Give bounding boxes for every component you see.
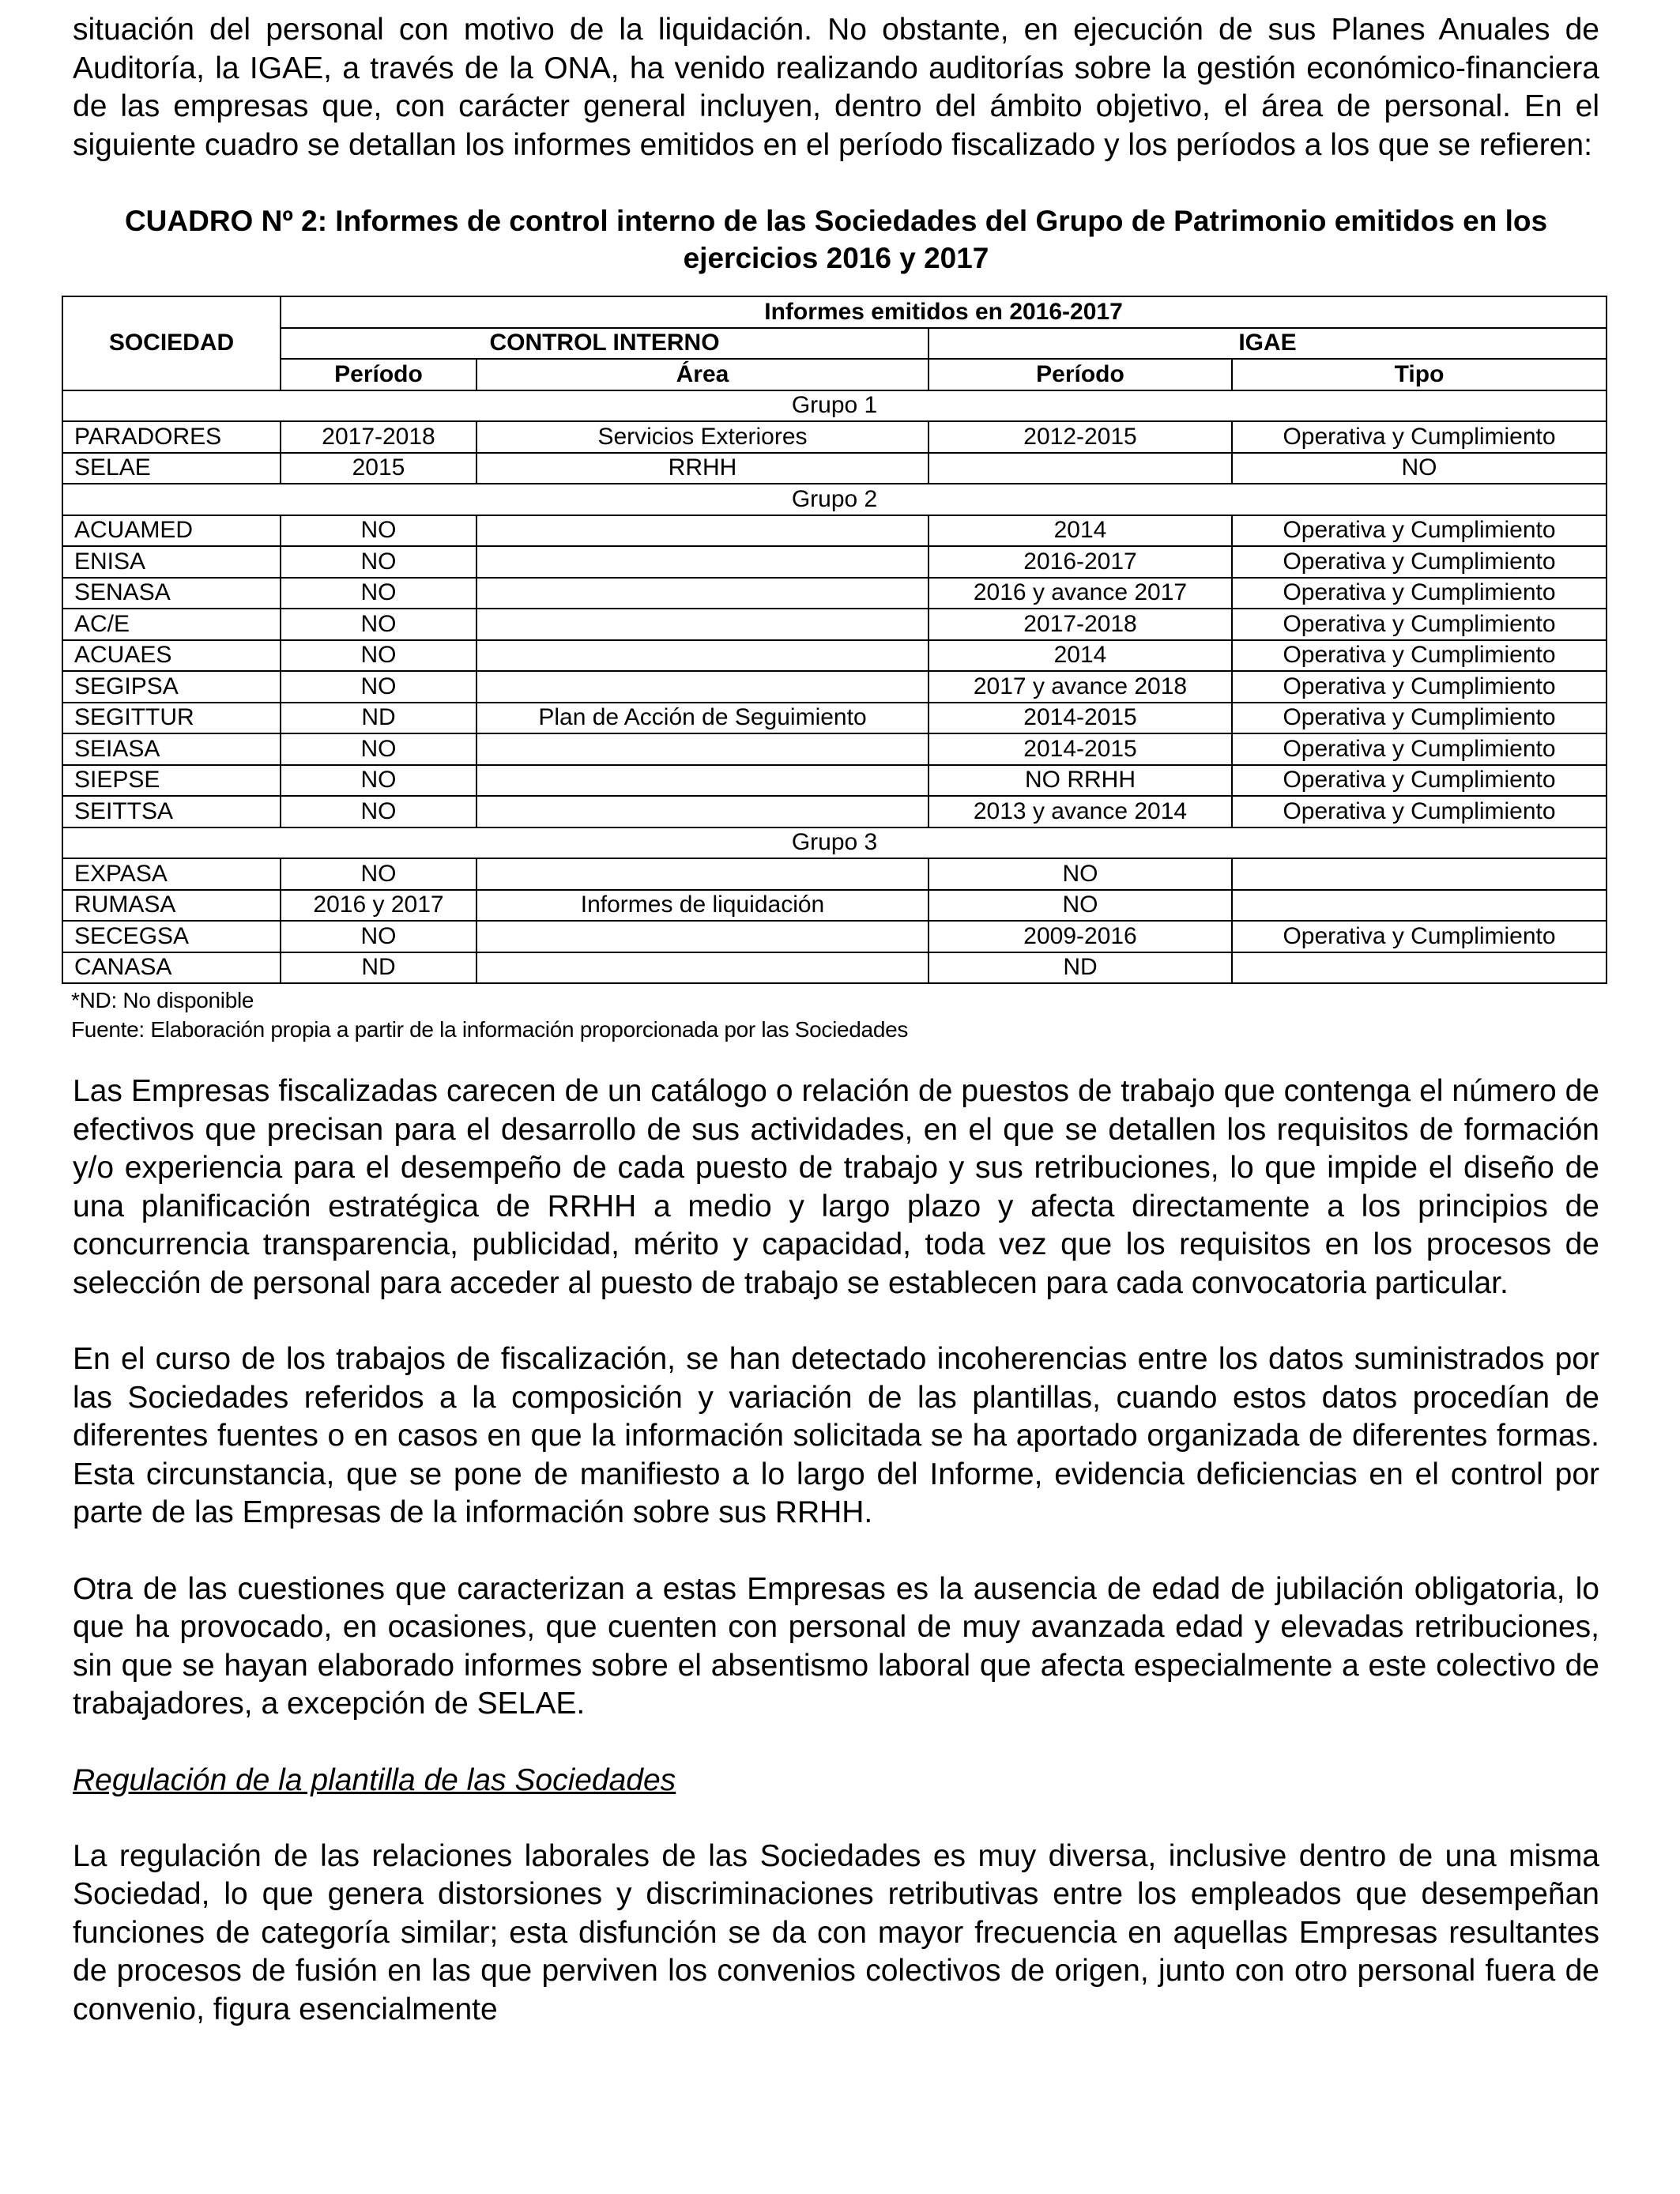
table-row: [62, 858, 1607, 890]
paragraph-jubilacion: Otra de las cuestiones que caracterizan a estas Empresas es la ausencia de edad de jubilación obligatoria, lo que ha provocado, en ocasiones, que cuenten con personal de muy avanzada edad y elevadas retribuciones, sin que se hayan elaborado informes sobre el absentismo laboral que afecta especialmente a este colectivo de trabajadores, a excepción de SELAE.: [73, 1571, 1599, 1721]
cell-periodo-igae: 2017-2018: [929, 609, 1232, 640]
table-row: [62, 796, 1607, 827]
cell-periodo-igae: 2013 y avance 2014: [929, 796, 1232, 827]
cell-periodo-igae: NO RRHH: [929, 765, 1232, 797]
cell-area: [477, 578, 929, 609]
cell-periodo-ci: 2015: [281, 453, 477, 484]
cell-tipo: Operativa y Cumplimiento: [1232, 796, 1607, 827]
cell-area: RRHH: [477, 453, 929, 484]
cell-tipo: Operativa y Cumplimiento: [1232, 546, 1607, 578]
cell-periodo-igae: 2014: [929, 640, 1232, 672]
cell-sociedad: SELAE: [62, 453, 281, 484]
cell-periodo-igae: 2014-2015: [929, 703, 1232, 734]
cell-area: [477, 796, 929, 827]
cell-area: [477, 609, 929, 640]
cell-periodo-ci: 2016 y 2017: [281, 890, 477, 922]
cell-sociedad: SEGIPSA: [62, 671, 281, 703]
cell-periodo-ci: NO: [281, 609, 477, 640]
group-row: [62, 484, 1607, 515]
header-control-interno: CONTROL INTERNO: [281, 328, 929, 360]
group-label: Grupo 2: [62, 484, 1607, 515]
table-row: [62, 609, 1607, 640]
header-area: Área: [477, 359, 929, 390]
cell-area: [477, 640, 929, 672]
table-row: [62, 453, 1607, 484]
table-row: [62, 765, 1607, 797]
cell-tipo: NO: [1232, 453, 1607, 484]
cell-periodo-ci: NO: [281, 671, 477, 703]
intro-paragraph: situación del personal con motivo de la liquidación. No obstante, en ejecución de sus Planes Anuales de Auditoría, la IGAE, a través de la ONA, ha venido realizando auditorías sobre la gestión económico-financiera de las empresas que, con carácter general incluyen, dentro del ámbito objetivo, el área de personal. En el siguiente cuadro se detallan los informes emitidos en el período fiscalizado y los períodos a los que se refieren:: [73, 13, 1599, 162]
cell-sociedad: SENASA: [62, 578, 281, 609]
table-row: [62, 640, 1607, 672]
cell-periodo-ci: NO: [281, 796, 477, 827]
paragraph-regulacion: La regulación de las relaciones laborales de las Sociedades es muy diversa, inclusive dentro de una misma Sociedad, lo que genera distorsiones y discriminaciones retributivas entre los empleados que desempeñan funciones de categoría similar; esta disfunción se da con mayor frecuencia en aquellas Empresas resultantes de procesos de fusión en las que perviven los convenios colectivos de origen, junto con otro personal fuera de convenio, figura esencialmente: [73, 1838, 1599, 2026]
cell-sociedad: CANASA: [62, 952, 281, 984]
cell-tipo: Operativa y Cumplimiento: [1232, 733, 1607, 765]
header-periodo-igae: Período: [929, 359, 1232, 390]
cell-periodo-ci: NO: [281, 515, 477, 547]
header-informes: Informes emitidos en 2016-2017: [281, 296, 1607, 328]
table-row: [62, 671, 1607, 703]
table-row: [62, 952, 1607, 984]
header-igae: IGAE: [929, 328, 1607, 360]
cell-periodo-igae: ND: [929, 952, 1232, 984]
cell-tipo: Operativa y Cumplimiento: [1232, 640, 1607, 672]
cell-tipo: [1232, 858, 1607, 890]
cell-periodo-ci: ND: [281, 952, 477, 984]
cell-sociedad: EXPASA: [62, 858, 281, 890]
cell-tipo: [1232, 890, 1607, 922]
cell-periodo-igae: 2014: [929, 515, 1232, 547]
table-body: [62, 390, 1607, 984]
table-row: [62, 578, 1607, 609]
cell-area: [477, 515, 929, 547]
cell-area: [477, 546, 929, 578]
cell-sociedad: SEIASA: [62, 733, 281, 765]
table-row: [62, 921, 1607, 952]
cell-periodo-igae: 2012-2015: [929, 421, 1232, 453]
cell-tipo: Operativa y Cumplimiento: [1232, 703, 1607, 734]
table-row: [62, 421, 1607, 453]
cell-sociedad: ENISA: [62, 546, 281, 578]
cell-sociedad: SIEPSE: [62, 765, 281, 797]
cell-periodo-ci: NO: [281, 765, 477, 797]
cell-periodo-ci: NO: [281, 546, 477, 578]
group-label: Grupo 3: [62, 827, 1607, 859]
cell-sociedad: RUMASA: [62, 890, 281, 922]
cell-sociedad: PARADORES: [62, 421, 281, 453]
cell-periodo-igae: 2016 y avance 2017: [929, 578, 1232, 609]
cell-periodo-igae: 2014-2015: [929, 733, 1232, 765]
cell-periodo-igae: NO: [929, 890, 1232, 922]
paragraph-incoherencias: En el curso de los trabajos de fiscalización, se han detectado incoherencias entre los datos suministrados por las Sociedades referidos a la composición y variación de las plantillas, cuando estos datos procedían de diferentes fuentes o en casos en que la información solicitada se ha aportado organizada de diferentes formas. Esta circunstancia, que se pone de manifiesto a lo largo del Informe, evidencia deficiencias en el control por parte de las Empresas de la información sobre sus RRHH.: [73, 1342, 1599, 1529]
cell-tipo: Operativa y Cumplimiento: [1232, 421, 1607, 453]
cell-periodo-ci: NO: [281, 578, 477, 609]
header-periodo-ci: Período: [281, 359, 477, 390]
cell-periodo-igae: 2016-2017: [929, 546, 1232, 578]
cell-periodo-ci: ND: [281, 703, 477, 734]
cell-area: [477, 858, 929, 890]
cell-periodo-ci: NO: [281, 733, 477, 765]
cell-periodo-ci: NO: [281, 640, 477, 672]
group-row: [62, 390, 1607, 422]
cell-periodo-ci: 2017-2018: [281, 421, 477, 453]
header-tipo: Tipo: [1232, 359, 1607, 390]
cell-area: Plan de Acción de Seguimiento: [477, 703, 929, 734]
cell-area: [477, 952, 929, 984]
cell-periodo-igae: [929, 453, 1232, 484]
group-row: [62, 827, 1607, 859]
cell-tipo: [1232, 952, 1607, 984]
table-row: [62, 546, 1607, 578]
cell-periodo-ci: NO: [281, 921, 477, 952]
table-title: CUADRO Nº 2: Informes de control interno de las Sociedades del Grupo de Patrimonio emitidos en los ejercicios 2016 y 2017: [124, 205, 1548, 274]
cell-area: Informes de liquidación: [477, 890, 929, 922]
cell-tipo: Operativa y Cumplimiento: [1232, 578, 1607, 609]
cell-tipo: Operativa y Cumplimiento: [1232, 921, 1607, 952]
cell-area: [477, 765, 929, 797]
cell-sociedad: ACUAMED: [62, 515, 281, 547]
cell-sociedad: SEITTSA: [62, 796, 281, 827]
cell-sociedad: SEGITTUR: [62, 703, 281, 734]
cell-tipo: Operativa y Cumplimiento: [1232, 609, 1607, 640]
cell-sociedad: SECEGSA: [62, 921, 281, 952]
table-row: [62, 733, 1607, 765]
cell-area: [477, 921, 929, 952]
paragraph-catalogo: Las Empresas fiscalizadas carecen de un catálogo o relación de puestos de trabajo que contenga el número de efectivos que precisan para el desarrollo de sus actividades, en el que se detallen los requisitos de formación y/o experiencia para el desempeño de cada puesto de trabajo y sus retribuciones, lo que impide el diseño de una planificación estratégica de RRHH a medio y largo plazo y afecta directamente a los principios de concurrencia transparencia, publicidad, mérito y capacidad, toda vez que los requisitos en los procesos de selección de personal para acceder al puesto de trabajo se establecen para cada convocatoria particular.: [73, 1074, 1599, 1300]
cell-area: [477, 733, 929, 765]
cell-sociedad: ACUAES: [62, 640, 281, 672]
table-row: [62, 515, 1607, 547]
document-page: [73, 11, 1599, 2029]
cell-tipo: Operativa y Cumplimiento: [1232, 671, 1607, 703]
cell-periodo-igae: 2017 y avance 2018: [929, 671, 1232, 703]
table-row: [62, 703, 1607, 734]
table-row: [62, 890, 1607, 922]
cell-periodo-ci: NO: [281, 858, 477, 890]
cell-periodo-igae: NO: [929, 858, 1232, 890]
cell-tipo: Operativa y Cumplimiento: [1232, 515, 1607, 547]
cell-area: Servicios Exteriores: [477, 421, 929, 453]
group-label: Grupo 1: [62, 390, 1607, 422]
table-note: *ND: No disponible: [71, 988, 254, 1012]
cell-tipo: Operativa y Cumplimiento: [1232, 765, 1607, 797]
cell-area: [477, 671, 929, 703]
section-heading: Regulación de la plantilla de las Sociedades: [73, 1762, 676, 1797]
reports-table: [62, 296, 1607, 984]
cell-sociedad: AC/E: [62, 609, 281, 640]
cell-periodo-igae: 2009-2016: [929, 921, 1232, 952]
table-source: Fuente: Elaboración propia a partir de la información proporcionada por las Sociedades: [71, 1017, 909, 1042]
header-sociedad: SOCIEDAD: [62, 296, 281, 390]
